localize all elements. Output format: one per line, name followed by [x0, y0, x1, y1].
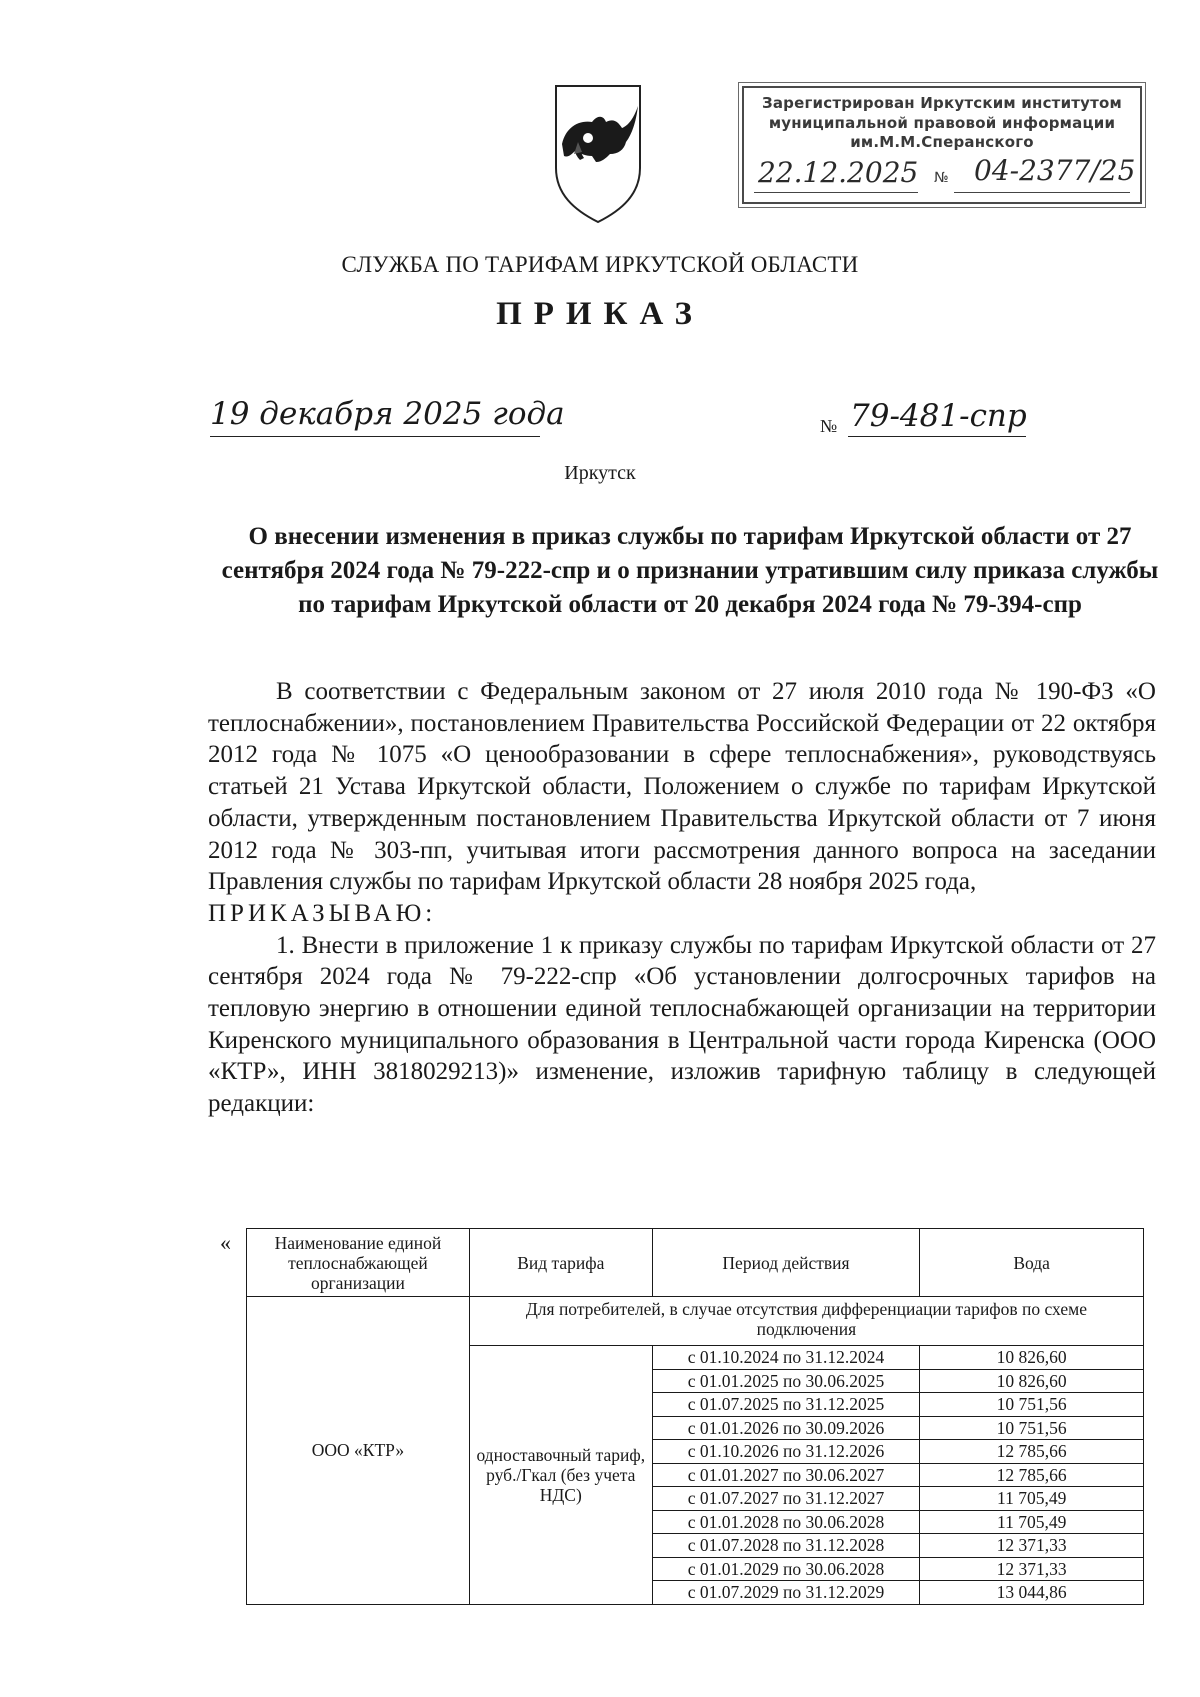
order-number-underline	[848, 436, 1026, 437]
table-header-cell: Вода	[920, 1229, 1144, 1297]
tariff-table	[246, 1228, 1144, 1605]
body-paragraph-preamble: В соответствии с Федеральным законом от 27 июля 2010 года № 190-ФЗ «О теплоснабжении», постановлением Правительства Российской Федерации от 22 октября 2012 года № 1075 «О ценообразовании в сфере теплоснабжения», руководствуясь статьей 21 Устава Иркутской области, Положением о службе по тарифам Иркутской области, утвержденным постановлением Правительства Иркутской области от 7 июня 2012 года № 303-пп, учитывая итоги рассмотрения данного вопроса на заседании Правления службы по тарифам Иркутской области 28 ноября 2025 года,	[208, 678, 1156, 896]
registration-stamp	[742, 86, 1142, 204]
table-subheader-cell: Для потребителей, в случае отсутствия дифференциации тарифов по схеме подключения	[469, 1297, 1143, 1346]
order-number-sign: №	[820, 416, 838, 436]
water-tariff-cell: 10 751,56	[920, 1416, 1144, 1440]
water-tariff-cell: 12 785,66	[920, 1463, 1144, 1487]
period-cell: с 01.07.2028 по 31.12.2028	[652, 1534, 920, 1558]
period-cell: с 01.07.2029 по 31.12.2029	[652, 1581, 920, 1605]
water-tariff-cell: 10 751,56	[920, 1393, 1144, 1417]
stamp-registration-date: 22.12.2025	[758, 156, 919, 189]
period-cell: с 01.01.2027 по 30.06.2027	[652, 1463, 920, 1487]
period-cell: с 01.01.2025 по 30.06.2025	[652, 1369, 920, 1393]
document-body	[208, 676, 1156, 1120]
document-type-title: ПРИКАЗ	[496, 296, 704, 332]
water-tariff-cell: 10 826,60	[920, 1346, 1144, 1370]
order-date-underline	[210, 436, 540, 437]
period-cell: с 01.07.2025 по 31.12.2025	[652, 1393, 920, 1417]
document-heading: О внесении изменения в приказ службы по тарифам Иркутской области от 27 сентября 2024 года № 79-222-спр и о признании утратившим силу приказа службы по тарифам Иркутской области от 20 декабря 2024 года № 79-394-спр	[221, 523, 1159, 618]
org-name-cell: ООО «КТР»	[247, 1297, 470, 1605]
water-tariff-cell: 10 826,60	[920, 1369, 1144, 1393]
water-tariff-cell: 11 705,49	[920, 1487, 1144, 1511]
tariff-type-cell: одноставочный тариф, руб./Гкал (без учета НДС)	[469, 1346, 652, 1605]
stamp-number-underline	[954, 192, 1130, 193]
table-open-quote: «	[220, 1230, 231, 1255]
water-tariff-cell: 13 044,86	[920, 1581, 1144, 1605]
period-cell: с 01.07.2027 по 31.12.2027	[652, 1487, 920, 1511]
table-header-cell: Период действия	[652, 1229, 920, 1297]
stamp-date-underline	[754, 192, 918, 193]
stamp-registration-number: 04-2377/25	[974, 154, 1136, 187]
stamp-line-3: им.М.М.Сперанского	[850, 133, 1034, 151]
stamp-line-1: Зарегистрирован Иркутским институтом	[761, 94, 1123, 112]
water-tariff-cell: 12 371,33	[920, 1557, 1144, 1581]
body-order-word: ПРИКАЗЫВАЮ:	[208, 899, 437, 927]
order-number: 79-481-спр	[850, 398, 1027, 434]
table-header-cell: Вид тарифа	[469, 1229, 652, 1297]
period-cell: с 01.01.2028 по 30.06.2028	[652, 1510, 920, 1534]
table-subheader-row	[247, 1297, 1144, 1346]
period-cell: с 01.01.2026 по 30.09.2026	[652, 1416, 920, 1440]
table-header-row	[247, 1229, 1144, 1297]
body-paragraph-item-1: 1. Внести в приложение 1 к приказу службы по тарифам Иркутской области от 27 сентября 2024 года № 79-222-спр «Об установлении долгосрочных тарифов на тепловую энергию в отношении единой теплоснабжающей организации на территории Киренского муниципального образования в Центральной части города Киренска (ООО «КТР», ИНН 3818029213)» изменение, изложив тарифную таблицу в следующей редакции:	[208, 931, 1156, 1118]
table-header-cell: Наименование единой теплоснабжающей организации	[247, 1229, 470, 1297]
water-tariff-cell: 12 785,66	[920, 1440, 1144, 1464]
water-tariff-cell: 11 705,49	[920, 1510, 1144, 1534]
water-tariff-cell: 12 371,33	[920, 1534, 1144, 1558]
organization-title: СЛУЖБА ПО ТАРИФАМ ИРКУТСКОЙ ОБЛАСТИ	[341, 252, 859, 277]
coat-of-arms-icon	[552, 82, 644, 228]
stamp-number-sign: №	[934, 170, 949, 186]
period-cell: с 01.10.2024 по 31.12.2024	[652, 1346, 920, 1370]
city-name: Иркутск	[564, 462, 636, 484]
period-cell: с 01.10.2026 по 31.12.2026	[652, 1440, 920, 1464]
stamp-line-2: муниципальной правовой информации	[768, 114, 1116, 132]
order-date: 19 декабря 2025 года	[210, 396, 565, 432]
period-cell: с 01.01.2029 по 30.06.2028	[652, 1557, 920, 1581]
